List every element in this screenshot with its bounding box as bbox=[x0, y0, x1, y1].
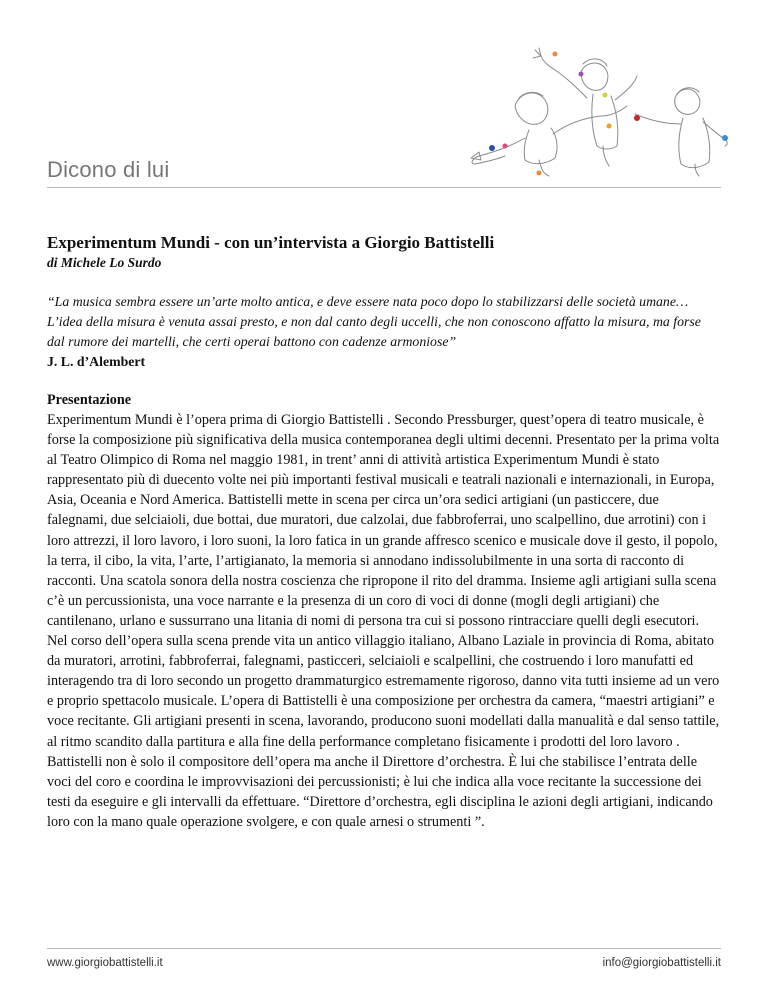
epigraph-quote: “La musica sembra essere un’arte molto antica, e deve essere nata poco dopo lo stabilizzarsi delle società umane… L’idea della misura è venuta assai presto, e non dal canto degli uccelli, che non conoscono affatto la misura, ma forse dal rumore dei martelli, che certi operai battono con cadenze armoniose” bbox=[47, 294, 701, 349]
footer-divider bbox=[47, 948, 721, 949]
epigraph-author: J. L. d’Alembert bbox=[47, 354, 146, 369]
header-divider bbox=[47, 187, 721, 188]
section-title: Dicono di lui bbox=[47, 157, 170, 182]
article-title: Experimentum Mundi - con un’intervista a Giorgio Battistelli bbox=[47, 233, 495, 252]
conductor-figures-illustration bbox=[455, 38, 730, 178]
article-author: di Michele Lo Surdo bbox=[47, 255, 162, 270]
body-paragraph: Experimentum Mundi è l’opera prima di Giorgio Battistelli . Secondo Pressburger, quest’opera di teatro musicale, è forse la composizione più significativa della musica contemporanea degli ultimi decenni. Presentato per la prima volta al Teatro Olimpico di Roma nel maggio 1981, in trent’ anni di attività artistica Experimentum Mundi è stato rappresentato più di duecento volte nei più importanti festival musicali e teatrali nazionali e internazionali, in Europa, Asia, Oceania e Nord America. Battistelli mette in scena per circa un’ora sedici artigiani (un pasticcere, due falegnami, due selciaioli, due bottai, due muratori, due calzolai, due fabbroferrai, uno scalpellino, due arrotini) con i loro attrezzi, il loro lavoro, i loro suoni, la loro fatica in un grande affresco scenico e musicale dove il gesto, il popolo, la terra, il cibo, la vita, l’arte, l’artigianato, la memoria si annodano indissolubilmente in una sorta di racconto di racconti. Una scatola sonora della nostra coscienza che ripropone il rito del dramma. Insieme agli artigiani sulla scena c’è un percussionista, una voce narrante e la presenza di un coro di voci di donne (mogli degli artigiani) che cantilenano, urlano e sussurrano una litania di nomi di persona tra cui si possono rintracciare quelli degli esecutori. Nel corso dell’opera sulla scena prende vita un antico villaggio italiano, Albano Laziale in provincia di Roma, abitato da muratori, arrotini, fabbroferrai, falegnami, pasticceri, selciaioli e scalpellini, che costruendo i loro manufatti ed interagendo tra di loro secondo un progetto drammaturgico estremamente rigoroso, danno vita tutti insieme ad un vero e proprio spettacolo musicale. L’opera di Battistelli è una composizione per orchestra da camera, “maestri artigiani” e voce recitante. Gli artigiani presenti in scena, lavorando, producono suoni modellati dalla manualità e dal senso tattile, al ritmo scandito dalla partitura e alla fine della performance completano fisicamente i prodotti del loro lavoro . Battistelli non è solo il compositore dell’opera ma anche il Direttore d’orchestra. È lui che stabilisce l’entrata delle voci del coro e coordina le improvvisazioni dei percussionisti; è lui che indica alla voce recitante la successione dei testi da eseguire e gli intervalli da effettuare. “Direttore d’orchestra, egli disciplina le azioni degli artigiani, indicando loro con la mano quale operazione svolgere, e con quale arnesi o strumenti ”. bbox=[47, 412, 720, 830]
footer-website-link[interactable]: www.giorgiobattistelli.it bbox=[47, 957, 163, 969]
footer-email-link[interactable]: info@giorgiobattistelli.it bbox=[602, 957, 721, 969]
section-heading: Presentazione bbox=[47, 392, 132, 408]
article-content bbox=[47, 232, 721, 832]
